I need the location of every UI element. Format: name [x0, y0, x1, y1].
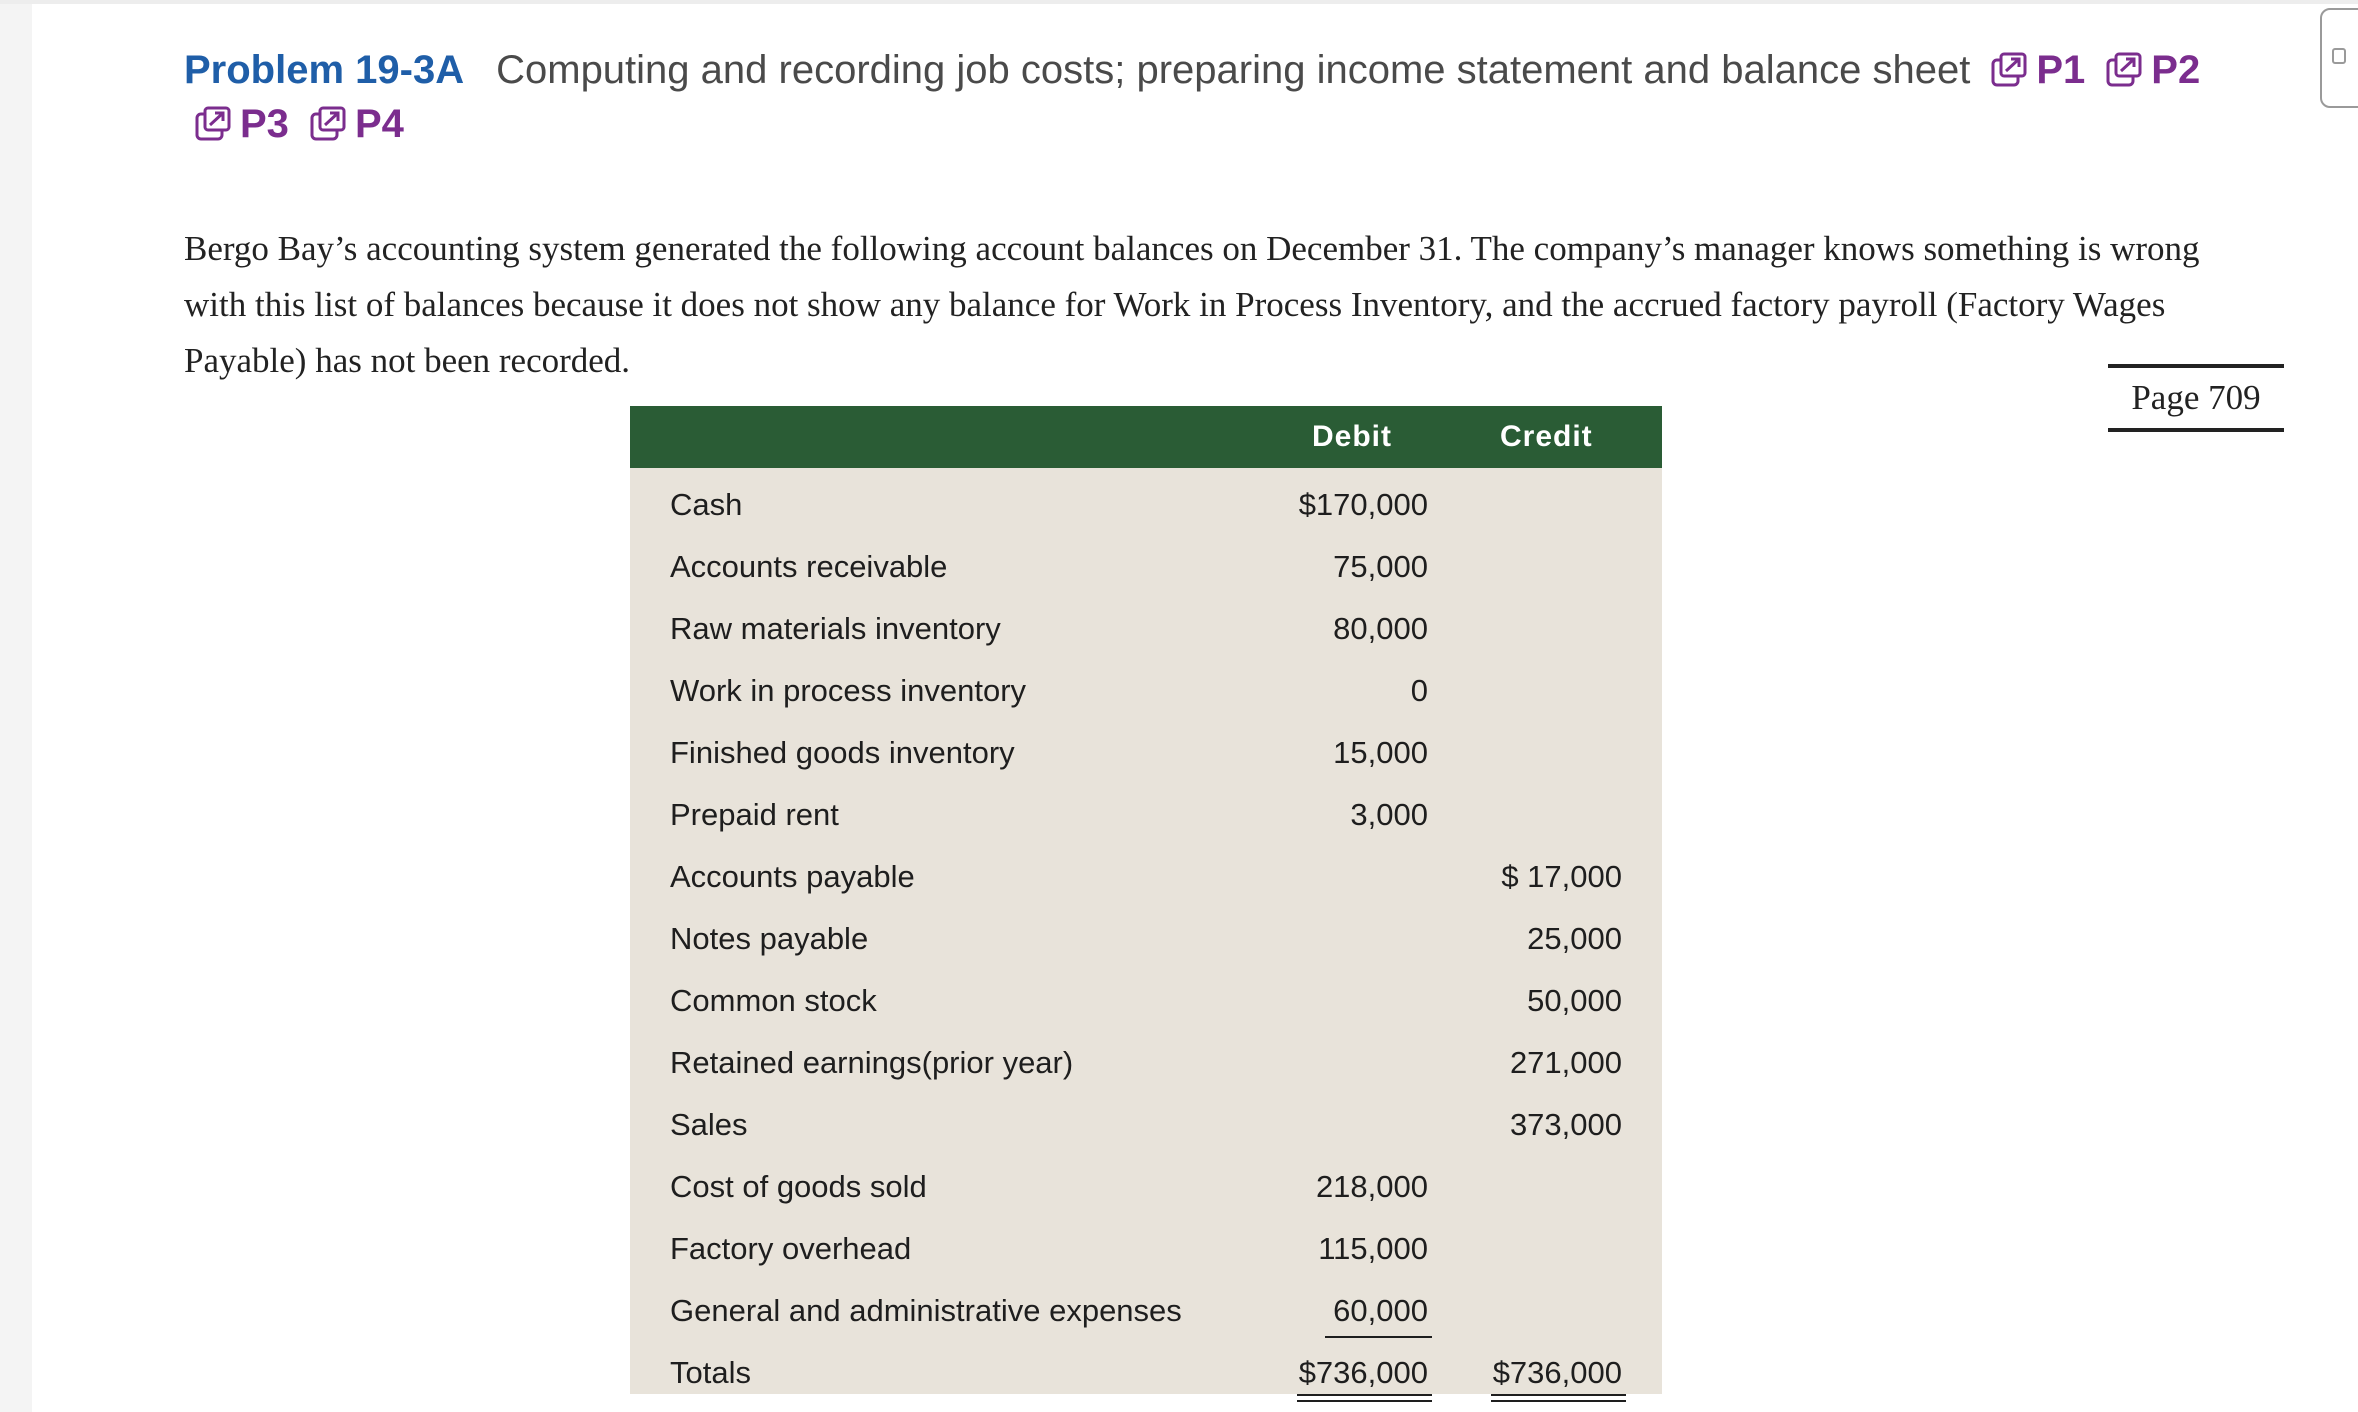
credit-amount: $736,000: [1493, 1342, 1622, 1404]
table-row: [630, 474, 1662, 536]
credit-amount: 50,000: [1527, 983, 1622, 1018]
heading-line-2: [184, 94, 2294, 154]
account-name: Cash: [670, 487, 743, 522]
debit-amount: $736,000: [1299, 1342, 1428, 1404]
credit-amount: 373,000: [1509, 1107, 1622, 1142]
table-row: [630, 598, 1662, 660]
table-row: [630, 1218, 1662, 1280]
debit-amount: 3,000: [1350, 797, 1428, 832]
account-name: Finished goods inventory: [670, 735, 1015, 770]
credit-column-header: Credit: [1500, 420, 1593, 453]
objective-label: P4: [354, 101, 404, 146]
table-row: [630, 970, 1662, 1032]
account-name: General and administrative expenses: [670, 1293, 1182, 1328]
debit-amount: 80,000: [1333, 611, 1428, 646]
panel-toggle-icon: [2332, 48, 2346, 64]
table-header: [630, 406, 1662, 468]
account-name: Sales: [670, 1107, 748, 1142]
external-link-icon: [2105, 52, 2143, 88]
objective-link-p2[interactable]: [2105, 48, 2200, 93]
credit-amount: 271,000: [1509, 1045, 1622, 1080]
debit-amount: $170,000: [1298, 487, 1428, 522]
table-row: [630, 1280, 1662, 1342]
external-link-icon: [309, 106, 347, 142]
account-name: Accounts receivable: [670, 549, 948, 584]
debit-amount: 60,000: [1333, 1280, 1428, 1342]
side-panel-tab[interactable]: [2320, 8, 2358, 108]
debit-amount: 115,000: [1318, 1231, 1428, 1266]
account-name: Cost of goods sold: [670, 1169, 927, 1204]
account-name: Accounts payable: [670, 859, 915, 894]
problem-intro: Bergo Bay’s accounting system generated the following account balances on December 31. The company’s manager knows something is wrong with this list of balances because it does not show any balance for Work in Process Inventory, and the accrued factory payroll (Factory Wages Payable) has not been recorded.: [184, 229, 2200, 380]
account-name: Totals: [670, 1355, 751, 1390]
objective-link-p1[interactable]: [1990, 48, 2085, 93]
debit-amount: 0: [1410, 673, 1428, 708]
account-name: Retained earnings(prior year): [670, 1045, 1074, 1080]
problem-title: Computing and recording job costs; preparing income statement and balance sheet: [496, 47, 1971, 92]
account-name: Common stock: [670, 983, 877, 1018]
credit-amount: 25,000: [1527, 921, 1622, 956]
objective-label: P3: [240, 101, 289, 146]
table-row: [630, 660, 1662, 722]
account-name: Prepaid rent: [670, 797, 839, 832]
external-link-icon: [194, 106, 232, 142]
objective-label: P1: [2036, 47, 2086, 92]
table-row: [630, 536, 1662, 598]
table-body: [630, 468, 1662, 1404]
table-row: [630, 1342, 1662, 1404]
debit-amount: 15,000: [1333, 735, 1428, 770]
account-balances-table: [630, 406, 1662, 1394]
debit-column-header: Debit: [1312, 420, 1392, 453]
table-row: [630, 1032, 1662, 1094]
table-row: [630, 1156, 1662, 1218]
account-name: Factory overhead: [670, 1231, 912, 1266]
objective-link-p4[interactable]: [309, 102, 404, 147]
left-page-gutter: [0, 0, 32, 1412]
top-divider: [0, 0, 2358, 4]
problem-number: Problem 19-3A: [184, 47, 465, 92]
objective-link-p3[interactable]: [194, 102, 289, 147]
credit-amount: $ 17,000: [1501, 859, 1622, 894]
debit-amount: 75,000: [1333, 549, 1428, 584]
page-marker: Page 709: [2108, 364, 2284, 432]
table-row: [630, 722, 1662, 784]
debit-amount: 218,000: [1315, 1169, 1428, 1204]
account-name: Work in process inventory: [670, 673, 1027, 708]
objective-label: P2: [2151, 47, 2201, 92]
problem-heading: [184, 40, 2294, 154]
external-link-icon: [1990, 52, 2028, 88]
table-row: [630, 908, 1662, 970]
table-row: [630, 1094, 1662, 1156]
account-name: Raw materials inventory: [670, 611, 1001, 646]
heading-line-1: [184, 40, 2294, 100]
table-row: [630, 784, 1662, 846]
account-name: Notes payable: [670, 921, 869, 956]
table-row: [630, 846, 1662, 908]
